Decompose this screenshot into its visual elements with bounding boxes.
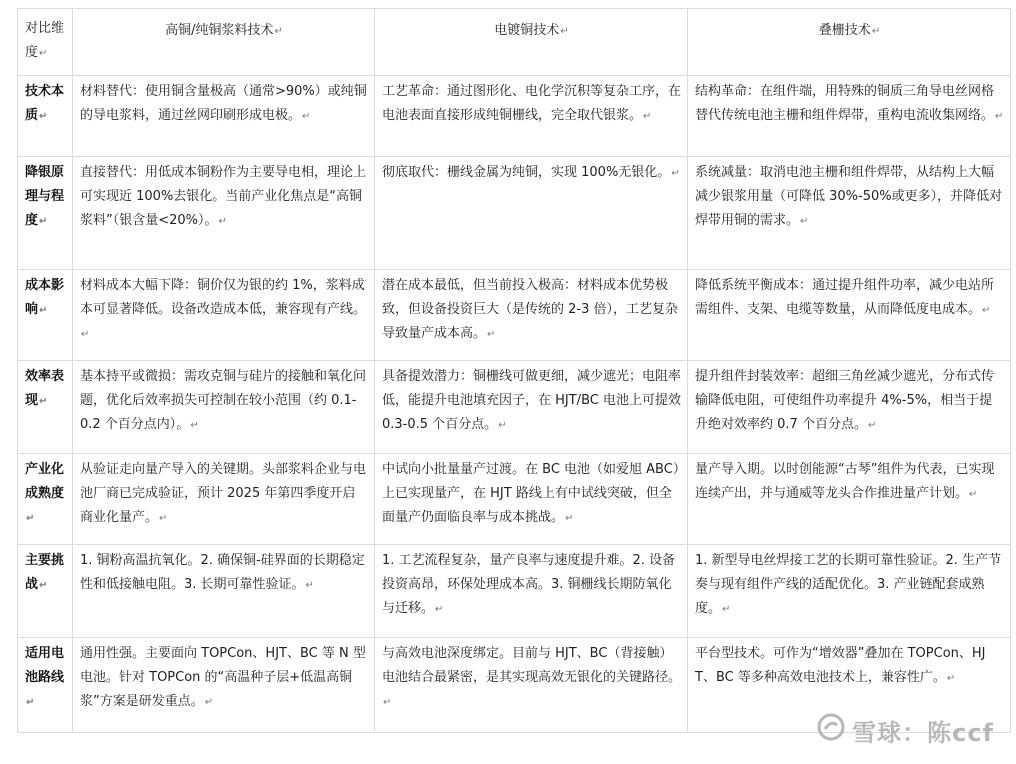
column-header-label: 高铜/纯铜浆料技术 [165,23,274,38]
table-cell [375,361,688,454]
cell-text: 1. 新型导电丝焊接工艺的长期可靠性验证。2. 生产节奏与现有组件产线的适配优化。3. 产业链配套成熟度。 [695,553,1002,616]
cell-text: 具备提效潜力：铜栅线可做更细，减少遮光；电阻率低，能提升电池填充因子，在 HJT/BC 电池上可提效 0.3-0.5 个百分点。 [382,369,682,432]
row-dimension-label: 技术本质 [25,84,65,123]
corner-header-label: 对比维度 [25,21,65,60]
paragraph-mark-icon: ↵ [435,604,444,615]
paragraph-mark-icon: ↵ [671,168,680,179]
table-cell [688,76,1011,157]
paragraph-mark-icon: ↵ [190,420,199,431]
paragraph-mark-icon: ↵ [498,420,507,431]
table-cell [688,270,1011,361]
corner-header-cell [18,9,73,76]
cell-text: 降低系统平衡成本：通过提升组件功率，减少电站所需组件、支架、电缆等数量，从而降低度电成本。 [695,278,995,317]
cell-text: 潜在成本最低，但当前投入极高：材料成本优势极致，但设备投资巨大（是传统的 2-3 倍），工艺复杂导致量产成本高。 [382,278,678,341]
cell-text: 平台型技术。可作为“增效器”叠加在 TOPCon、HJT、BC 等多种高效电池技术上，兼容性广。 [695,646,986,685]
table-cell [73,638,375,733]
cell-text: 与高效电池深度绑定。目前与 HJT、BC（背接触）电池结合最紧密，是其实现高效无银化的关键路径。 [382,646,682,685]
paragraph-mark-icon: ↵ [560,26,569,37]
table-cell [375,454,688,545]
paragraph-mark-icon: ↵ [800,216,809,227]
row-dimension-label: 成本影响 [25,278,65,317]
cell-text: 基本持平或微损：需攻克铜与硅片的接触和氧化问题，优化后效率损失可控制在较小范围（约 0.1-0.2 个百分点内）。 [80,369,367,432]
paragraph-mark-icon: ↵ [969,489,978,500]
row-dimension-cell [18,76,73,157]
row-dimension-cell [18,454,73,545]
paragraph-mark-icon: ↵ [643,111,652,122]
table-row-industrial-maturity [18,454,1011,545]
cell-text: 通用性强。主要面向 TOPCon、HJT、BC 等 N 型电池。针对 TOPCon 的“高温种子层+低温高铜浆”方案是研发重点。 [80,646,366,709]
table-row-essence [18,76,1011,157]
paragraph-mark-icon: ↵ [274,26,283,37]
paragraph-mark-icon: ↵ [383,697,392,708]
cell-text: 提升组件封装效率：超细三角丝减少遮光，分布式传输降低电阻，可使组件功率提升 4%-5%，相当于提升绝对效率约 0.7 个百分点。 [695,369,995,432]
cell-text: 直接替代：用低成本铜粉作为主要导电相，理论上可实现近 100%去银化。当前产业化焦点是“高铜浆料”（银含量<20%）。 [80,165,367,228]
column-header-electroplated-copper [375,9,688,76]
paragraph-mark-icon: ↵ [39,216,48,227]
paragraph-mark-icon: ↵ [871,26,881,37]
paragraph-mark-icon: ↵ [39,305,48,316]
paragraph-mark-icon: ↵ [722,604,731,615]
paragraph-mark-icon: ↵ [565,513,574,524]
cell-text: 工艺革命：通过图形化、电化学沉积等复杂工序，在电池表面直接形成纯铜栅线，完全取代银浆。 [382,84,682,123]
row-dimension-cell [18,157,73,270]
row-dimension-cell [18,361,73,454]
paragraph-mark-icon: ↵ [26,513,35,524]
row-dimension-label: 产业化成熟度 [25,462,65,501]
paragraph-mark-icon: ↵ [302,111,311,122]
paragraph-mark-icon: ↵ [867,420,877,431]
paragraph-mark-icon: ↵ [26,697,35,708]
cell-text: 材料成本大幅下降：铜价仅为银的约 1%，浆料成本可显著降低。设备改造成本低，兼容现有产线。 [80,278,367,317]
table-row-applicable-routes [18,638,1011,733]
table-cell [688,545,1011,638]
paragraph-mark-icon: ↵ [487,329,496,340]
cell-text: 1. 工艺流程复杂，量产良率与速度提升难。2. 设备投资高昂，环保处理成本高。3. 铜栅线长期防氧化与迁移。 [382,553,676,616]
row-dimension-label: 效率表现 [25,369,65,408]
cell-text: 1. 铜粉高温抗氧化。2. 确保铜-硅界面的长期稳定性和低接触电阻。3. 长期可靠性验证。 [80,553,365,592]
paragraph-mark-icon: ↵ [982,305,991,316]
table-cell [73,454,375,545]
table-cell [73,545,375,638]
row-dimension-label: 主要挑战 [25,553,65,592]
table-cell [688,157,1011,270]
cell-text: 量产导入期。以时创能源“古琴”组件为代表，已实现连续产出，并与通威等龙头合作推进量产计划。 [695,462,995,501]
comparison-table [17,8,1011,733]
paragraph-mark-icon: ↵ [305,580,314,591]
paragraph-mark-icon: ↵ [218,216,227,227]
cell-text: 中试向小批量量产过渡。在 BC 电池（如爱旭 ABC）上已实现量产，在 HJT 路线上有中试线突破，但全面量产仍面临良率与成本挑战。 [382,462,680,525]
table-cell [73,76,375,157]
paragraph-mark-icon: ↵ [159,513,168,524]
paragraph-mark-icon: ↵ [946,673,956,684]
table-row-silver-reduction [18,157,1011,270]
table-row-cost-impact [18,270,1011,361]
table-cell [375,76,688,157]
cell-text: 材料替代：使用铜含量极高（通常>90%）或纯铜的导电浆料，通过丝网印刷形成电极。 [80,84,367,123]
table-cell [73,270,375,361]
row-dimension-label: 降银原理与程度 [25,165,65,228]
table-cell [73,361,375,454]
table-header-row [18,9,1011,76]
table-cell [688,361,1011,454]
paragraph-mark-icon: ↵ [39,396,48,407]
row-dimension-cell [18,545,73,638]
cell-text: 从验证走向量产导入的关键期。头部浆料企业与电池厂商已完成验证，预计 2025 年第四季度开启商业化量产。 [80,462,367,525]
cell-text: 结构革命：在组件端，用特殊的铜质三角导电丝网格替代传统电池主栅和组件焊带，重构电流收集网络。 [695,84,995,123]
cell-text: 彻底取代：栅线金属为纯铜，实现 100%无银化。 [382,165,671,180]
table-row-main-challenges [18,545,1011,638]
table-cell [375,157,688,270]
column-header-label: 叠栅技术 [818,23,871,38]
paragraph-mark-icon: ↵ [204,697,214,708]
column-header-label: 电镀铜技术 [494,23,560,38]
table-cell [688,454,1011,545]
column-header-copper-paste [73,9,375,76]
paragraph-mark-icon: ↵ [995,111,1004,122]
row-dimension-label: 适用电池路线 [25,646,65,685]
row-dimension-cell [18,270,73,361]
paragraph-mark-icon: ↵ [39,111,48,122]
paragraph-mark-icon: ↵ [81,329,90,340]
row-dimension-cell [18,638,73,733]
cell-text: 系统减量：取消电池主栅和组件焊带，从结构上大幅减少银浆用量（可降低 30%-50%或更多），并降低对焊带用铜的需求。 [695,165,1003,228]
watermark-text: 雪球：陈ccf [852,718,994,747]
table-row-efficiency [18,361,1011,454]
column-header-stacked-grid [688,9,1011,76]
table-cell [375,545,688,638]
table-cell [375,270,688,361]
paragraph-mark-icon: ↵ [39,48,48,59]
table-cell [688,638,1011,733]
table-cell [73,157,375,270]
paragraph-mark-icon: ↵ [39,580,48,591]
table-cell [375,638,688,733]
